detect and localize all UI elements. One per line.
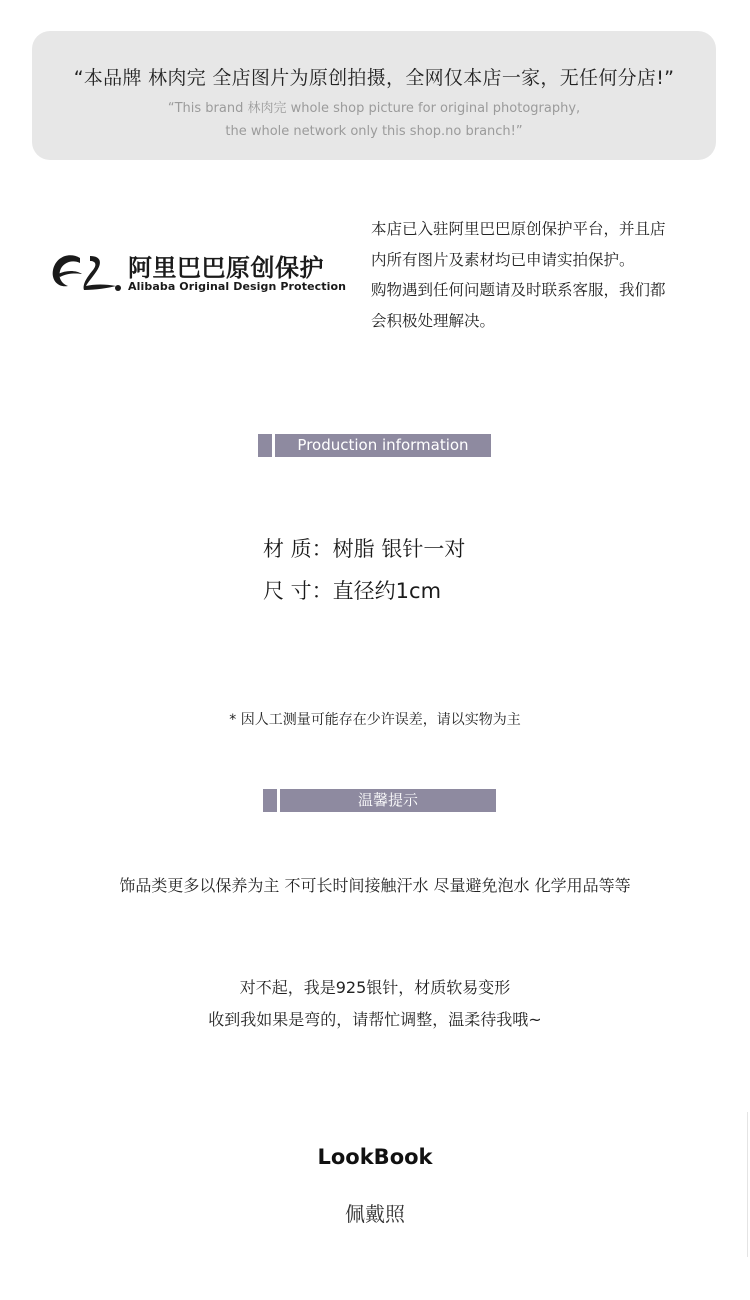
care-tip: 饰品类更多以保养为主 不可长时间接触汗水 尽量避免泡水 化学用品等等 [119, 876, 631, 895]
alibaba-protection-subtitle: Alibaba Original Design Protection [128, 280, 347, 293]
protection-description-line-4: 会积极处理解决。 [371, 311, 496, 330]
lookbook-title: LookBook [317, 1145, 433, 1169]
brand-notice-english-line-2: the whole network only this shop.no branch!” [225, 124, 523, 139]
protection-description [371, 214, 716, 336]
heading-bar-accent [258, 434, 272, 457]
silver-needle-note-line-2: 收到我如果是弯的，请帮忙调整，温柔待我哦~ [208, 1010, 542, 1029]
protection-description-line-1: 本店已入驻阿里巴巴原创保护平台，并且店 [371, 220, 666, 238]
edge-divider [747, 1112, 748, 1257]
silver-needle-note [0, 972, 750, 1036]
size-spec: 尺 寸：直径约1cm [263, 579, 442, 603]
brand-notice-box [32, 31, 716, 160]
alibaba-protection-title: 阿里巴巴原创保护 [128, 254, 324, 282]
tips-heading: 温馨提示 [280, 789, 496, 812]
material-spec: 材 质：树脂 银针一对 [263, 537, 466, 561]
protection-description-line-3: 购物遇到任何问题请及时联系客服，我们都 [371, 281, 666, 299]
brand-notice-chinese: “本品牌 林肉完 全店图片为原创拍摄，全网仅本店一家，无任何分店!” [73, 67, 675, 89]
tips-heading-bar [263, 789, 496, 812]
alibaba-smile-logo-icon [50, 250, 126, 294]
lookbook-subtitle: 佩戴照 [345, 1202, 405, 1226]
brand-notice-english-line-1: “This brand 林肉完 whole shop picture for original photography, [167, 101, 581, 116]
protection-description-line-2: 内所有图片及素材均已申请实拍保护。 [371, 250, 635, 269]
brand-notice-english [32, 97, 716, 143]
production-info-heading: Production information [275, 434, 491, 457]
heading-bar-accent [263, 789, 277, 812]
production-info-heading-bar [258, 434, 491, 457]
measurement-note: * 因人工测量可能存在少许误差，请以实物为主 [229, 712, 521, 728]
alibaba-protection-logo [50, 248, 350, 298]
silver-needle-note-line-1: 对不起，我是925银针，材质软易变形 [239, 978, 511, 997]
